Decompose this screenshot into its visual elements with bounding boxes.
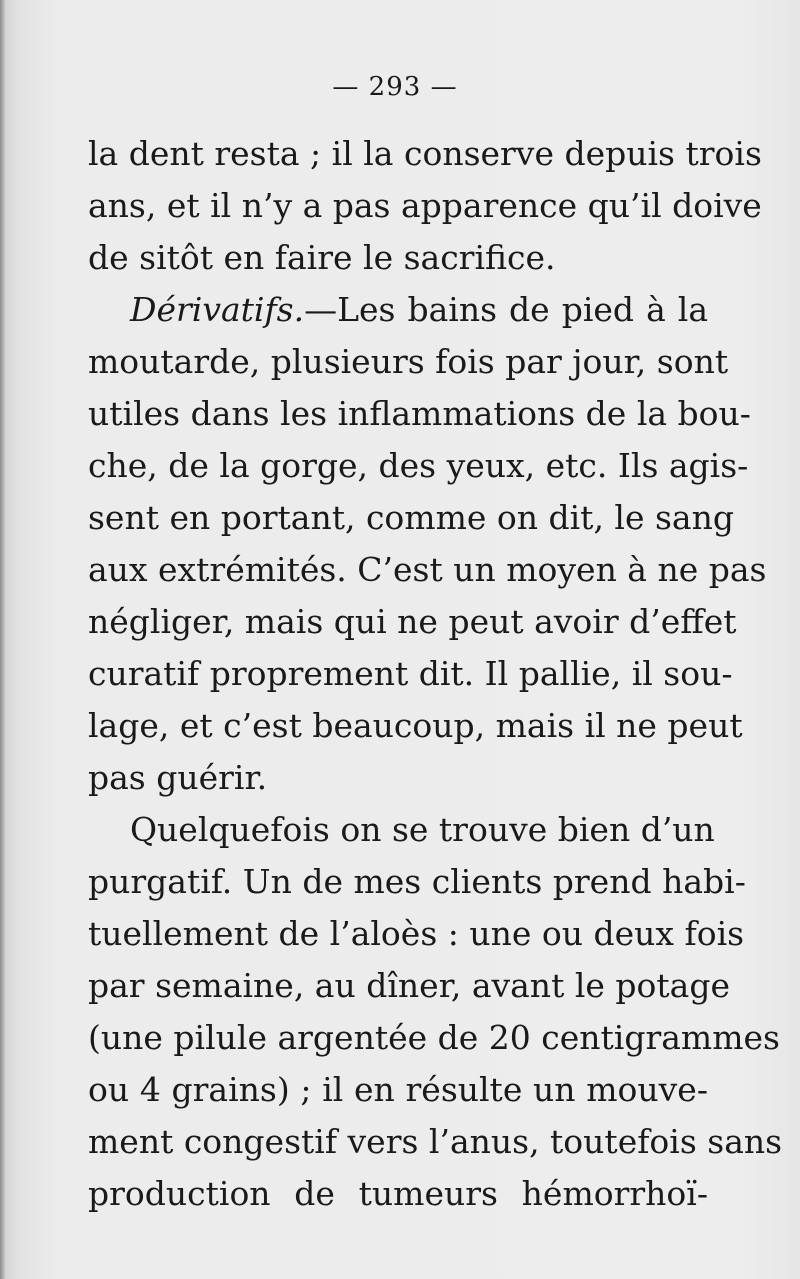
text-line: aux extrémités. C’est un moyen à ne pas — [88, 550, 767, 589]
text-line: Quelquefois on se trouve bien d’un — [130, 810, 715, 849]
text-line: production de tumeurs hémorrhoï- — [88, 1174, 708, 1213]
text-line-remainder: —Les bains de pied à la — [304, 290, 708, 329]
text-line — [88, 284, 708, 336]
text-line: négliger, mais qui ne peut avoir d’effet — [88, 602, 737, 641]
text-line: de sitôt en faire le sacrifice. — [88, 238, 556, 277]
text-line: (une pilule argentée de 20 centigrammes — [88, 1018, 780, 1057]
text-line: sent en portant, comme on dit, le sang — [88, 498, 734, 537]
page-number: — 293 — — [332, 72, 458, 102]
text-line: ment congestif vers l’anus, toutefois sans — [88, 1122, 783, 1161]
text-line: tuellement de l’aloès : une ou deux fois — [88, 914, 745, 953]
text-line: la dent resta ; il la conserve depuis trois — [88, 134, 762, 173]
text-line: ou 4 grains) ; il en résulte un mouve- — [88, 1070, 708, 1109]
text-line: moutarde, plusieurs fois par jour, sont — [88, 342, 729, 381]
text-line: curatif proprement dit. Il pallie, il sou- — [88, 654, 733, 693]
text-line: che, de la gorge, des yeux, etc. Ils agis- — [88, 446, 749, 485]
text-line: par semaine, au dîner, avant le potage — [88, 966, 730, 1005]
text-line: purgatif. Un de mes clients prend habi- — [88, 862, 746, 901]
text-line: utiles dans les inflammations de la bou- — [88, 394, 751, 433]
text-line: pas guérir. — [88, 758, 268, 797]
body-text — [88, 128, 783, 1220]
section-heading: Dérivatifs. — [130, 290, 305, 329]
text-line: lage, et c’est beaucoup, mais il ne peut — [88, 706, 743, 745]
page-edge-shadow — [0, 0, 6, 1279]
text-line: ans, et il n’y a pas apparence qu’il doive — [88, 186, 762, 225]
